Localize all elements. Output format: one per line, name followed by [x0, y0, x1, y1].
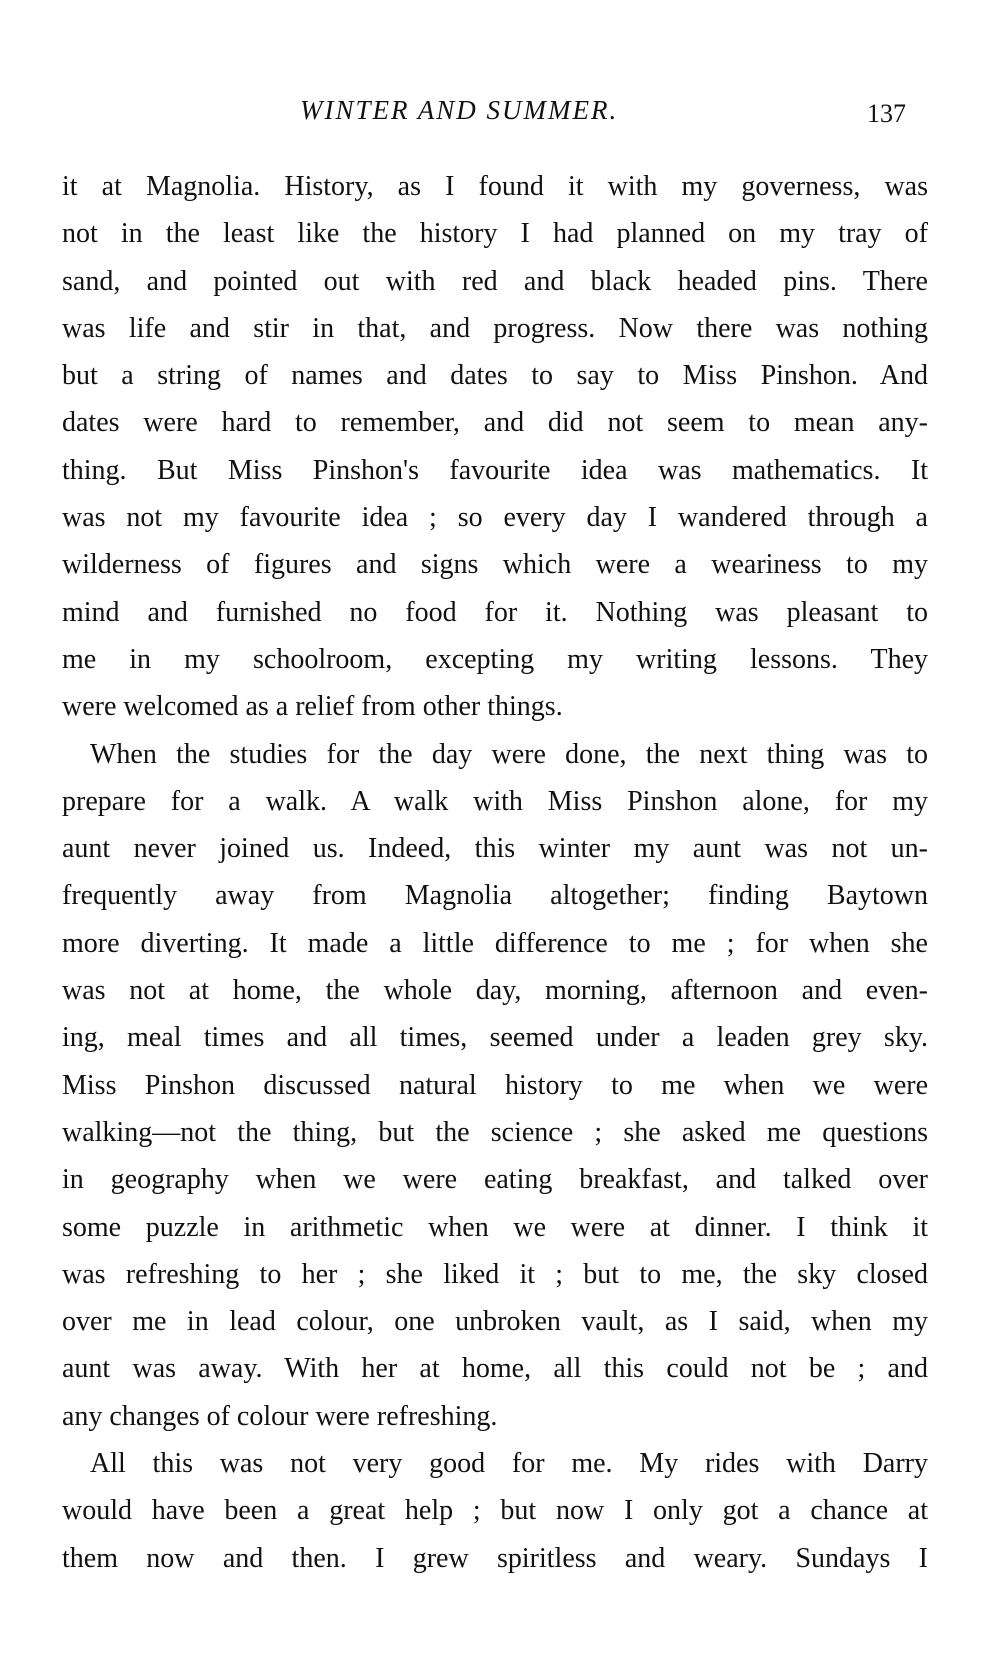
text-line: over me in lead colour, one unbroken vault, as I said, when my: [62, 1306, 928, 1338]
text-line: sand, and pointed out with red and black headed pins. There: [62, 265, 928, 297]
text-line: some puzzle in arithmetic when we were at dinner. I think it: [62, 1211, 928, 1243]
text-line: more diverting. It made a little difference to me ; for when she: [62, 927, 928, 959]
text-line: would have been a great help ; but now I only got a chance at: [62, 1495, 928, 1527]
body-text: [62, 163, 928, 1582]
text-line: aunt never joined us. Indeed, this winter my aunt was not un-: [62, 833, 928, 865]
text-line: were welcomed as a relief from other things.: [62, 691, 563, 723]
text-line: ing, meal times and all times, seemed under a leaden grey sky.: [62, 1022, 928, 1054]
text-line: was not at home, the whole day, morning, afternoon and even-: [62, 975, 928, 1007]
text-line: me in my schoolroom, excepting my writing lessons. They: [62, 643, 928, 675]
text-line: in geography when we were eating breakfast, and talked over: [62, 1164, 928, 1196]
text-line: them now and then. I grew spiritless and weary. Sundays I: [62, 1542, 928, 1574]
text-line: not in the least like the history I had planned on my tray of: [62, 218, 928, 250]
text-line: prepare for a walk. A walk with Miss Pinshon alone, for my: [62, 785, 928, 817]
running-title: WINTER AND SUMMER.: [300, 95, 619, 125]
text-line: All this was not very good for me. My rides with Darry: [90, 1448, 928, 1480]
text-line: was not my favourite idea ; so every day I wandered through a: [62, 502, 928, 534]
text-line: dates were hard to remember, and did not seem to mean any-: [62, 407, 928, 439]
text-line: any changes of colour were refreshing.: [62, 1400, 498, 1432]
text-line: was refreshing to her ; she liked it ; but to me, the sky closed: [62, 1258, 928, 1290]
paragraph-2: [62, 731, 928, 1440]
text-line: was life and stir in that, and progress. Now there was nothing: [62, 312, 928, 344]
text-line: mind and furnished no food for it. Nothing was pleasant to: [62, 596, 928, 628]
text-line: Miss Pinshon discussed natural history to me when we were: [62, 1069, 928, 1101]
text-line: wilderness of figures and signs which were a weariness to my: [62, 549, 928, 581]
paragraph-1: [62, 163, 928, 731]
page-number: 137: [867, 99, 906, 128]
text-line: thing. But Miss Pinshon's favourite idea was mathematics. It: [62, 454, 928, 486]
text-line: walking—not the thing, but the science ; she asked me questions: [62, 1116, 928, 1148]
text-line: it at Magnolia. History, as I found it with my governess, was: [62, 171, 928, 202]
text-line: aunt was away. With her at home, all this could not be ; and: [62, 1353, 928, 1385]
text-line: frequently away from Magnolia altogether; finding Baytown: [62, 880, 928, 912]
text-line: but a string of names and dates to say to Miss Pinshon. And: [62, 360, 928, 392]
text-line: When the studies for the day were done, the next thing was to: [90, 738, 928, 770]
paragraph-3: [62, 1440, 928, 1582]
running-head: [0, 92, 1000, 132]
